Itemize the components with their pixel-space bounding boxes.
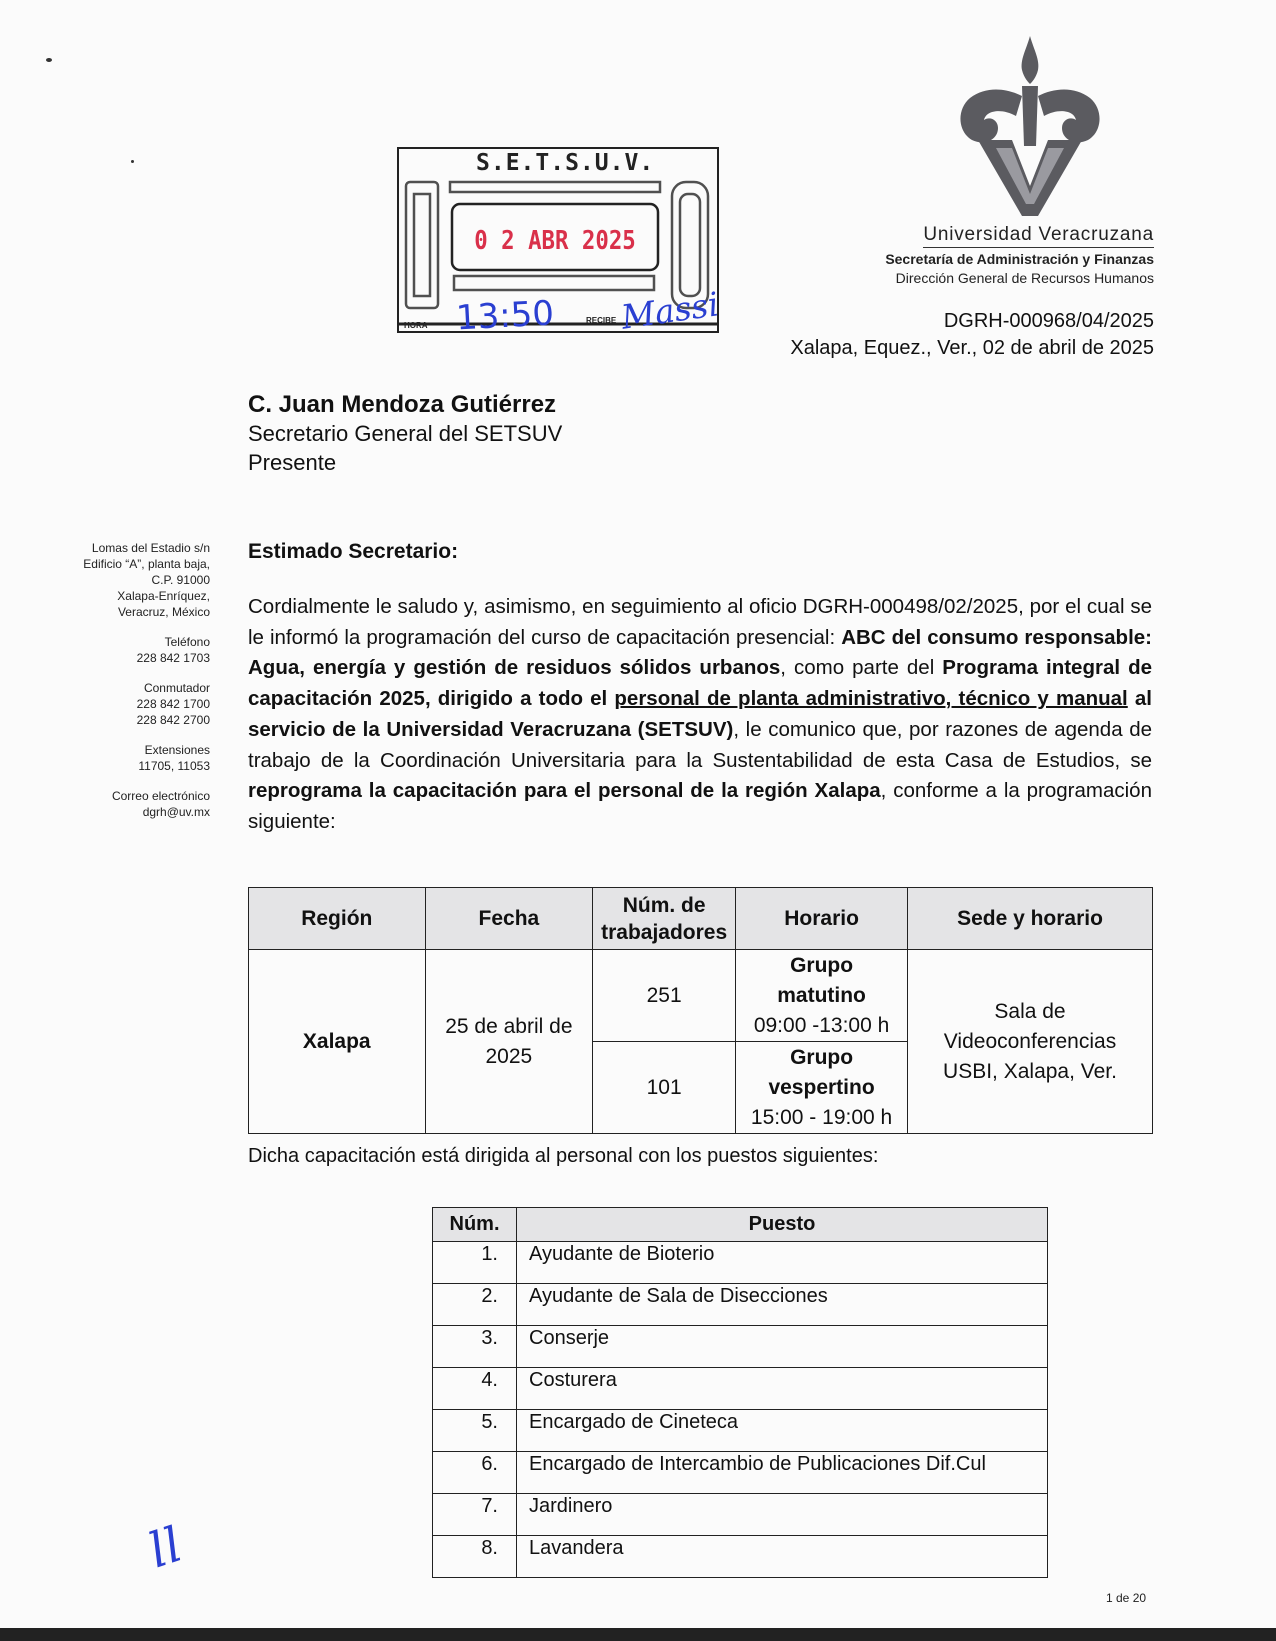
- contact-switchboard: [40, 680, 210, 728]
- table-row: [433, 1326, 1048, 1368]
- table-row: [433, 1536, 1048, 1578]
- university-name: Universidad Veracruzana: [923, 224, 1154, 248]
- extensions-value: 11705, 11053: [138, 759, 210, 773]
- para-text: , conforme a la programación siguiente:: [248, 779, 1152, 833]
- group-time: 09:00 -13:00 h: [753, 1013, 890, 1037]
- address-line: C.P. 91000: [151, 573, 210, 587]
- row-position: Ayudante de Sala de Disecciones: [517, 1284, 1048, 1326]
- positions-table: [432, 1207, 1048, 1578]
- header-date: Fecha: [425, 888, 593, 950]
- university-setsuv: al servicio de la Universidad Veracruzana (SETSUV): [248, 687, 1153, 741]
- schedule-table: [248, 887, 1153, 1134]
- region-cell: Xalapa: [249, 950, 426, 1134]
- para-text: , le comunico que, por razones de agenda de trabajo de la Coordinación Universitaria para la Sustentabilidad de esta Casa de Estudios, se: [248, 717, 1153, 772]
- row-position: Ayudante de Bioterio: [517, 1242, 1048, 1284]
- stamp-title: S.E.T.S.U.V.: [476, 150, 655, 176]
- document-reference: DGRH-000968/04/2025: [943, 310, 1154, 332]
- extensions-label: Extensiones: [144, 743, 210, 757]
- body-paragraph: [248, 592, 1152, 838]
- row-position: Encargado de Cineteca: [517, 1410, 1048, 1452]
- row-num: 6.: [433, 1452, 517, 1494]
- para-text: Cordialmente le saludo y, asimismo, en seguimiento al oficio DGRH-000498/02/2025, por el cual se le informó la programación del curso de capacitación presencial:: [248, 595, 1152, 649]
- row-num: 1.: [433, 1242, 517, 1284]
- row-num: 4.: [433, 1368, 517, 1410]
- stamp-date: 0 2 ABR 2025: [474, 226, 636, 256]
- contact-extensions: [40, 742, 210, 774]
- table-row: [433, 1452, 1048, 1494]
- secretariat-name: Secretaría de Administración y Finanzas: [885, 251, 1154, 267]
- header-num: Núm.: [433, 1208, 517, 1242]
- header-position: Puesto: [517, 1208, 1048, 1242]
- time-cell: [736, 1042, 908, 1134]
- schedule-header-row: [249, 888, 1153, 950]
- address-line: Veracruz, México: [117, 605, 210, 619]
- email-label: Correo electrónico: [111, 789, 210, 803]
- row-num: 8.: [433, 1536, 517, 1578]
- addressee-title: Secretario General del SETSUV: [248, 421, 563, 446]
- positions-header-row: [433, 1208, 1048, 1242]
- table-row: [433, 1494, 1048, 1536]
- row-position: Costurera: [517, 1368, 1048, 1410]
- address-line: Lomas del Estadio s/n: [91, 541, 210, 555]
- staff-type: personal de planta administrativo, técnico y manual: [614, 687, 1128, 711]
- address-line: Xalapa-Enríquez,: [117, 589, 210, 603]
- program-name: Programa integral de capacitación 2025, dirigido a todo el: [248, 656, 1152, 711]
- contact-email: [40, 788, 210, 820]
- reschedule-note: reprograma la capacitación para el personal de la región Xalapa: [248, 779, 881, 803]
- direction-name: Dirección General de Recursos Humanos: [895, 270, 1154, 286]
- university-logo-icon: [956, 36, 1104, 216]
- group-name: Grupo vespertino: [768, 1045, 875, 1099]
- phone-number: 228 842 1703: [136, 651, 210, 665]
- scan-speck: [46, 58, 52, 62]
- workers-cell: 101: [593, 1042, 736, 1134]
- workers-cell: 251: [593, 950, 736, 1042]
- schedule-row: [249, 950, 1153, 1042]
- row-position: Jardinero: [517, 1494, 1048, 1536]
- table-row: [433, 1242, 1048, 1284]
- time-cell: [736, 950, 908, 1042]
- address-line: Edificio “A”, planta baja,: [83, 557, 210, 571]
- stamp-hora-handwritten: 13:50: [455, 293, 555, 339]
- date-cell: 25 de abril de 2025: [425, 950, 593, 1134]
- greeting: Estimado Secretario:: [248, 540, 459, 563]
- group-time: 15:00 - 19:00 h: [750, 1105, 893, 1129]
- row-position: Lavandera: [517, 1536, 1048, 1578]
- page-number: 1 de 20: [1106, 1591, 1147, 1605]
- scan-speck: [131, 160, 134, 163]
- contact-address: [40, 540, 210, 620]
- header-venue: Sede y horario: [908, 888, 1153, 950]
- scan-edge-bar: [0, 1628, 1276, 1641]
- group-name: Grupo matutino: [777, 953, 866, 1007]
- handwritten-initials: ll: [142, 1516, 189, 1580]
- switchboard-number: 228 842 1700: [136, 697, 210, 711]
- switchboard-number: 228 842 2700: [136, 713, 210, 727]
- header-region: Región: [249, 888, 426, 950]
- phone-label: Teléfono: [164, 635, 210, 649]
- email-link[interactable]: dgrh@uv.mx: [142, 805, 210, 819]
- place-date: Xalapa, Equez., Ver., 02 de abril de 2025: [790, 337, 1154, 359]
- row-position: Conserje: [517, 1326, 1048, 1368]
- para-text: , como parte del: [780, 656, 943, 680]
- row-num: 5.: [433, 1410, 517, 1452]
- stamp-signature: Massi: [618, 284, 722, 337]
- venue-cell: Sala de Videoconferencias USBI, Xalapa, Ver.: [908, 950, 1153, 1134]
- addressee-presente: Presente: [248, 450, 337, 475]
- positions-intro: Dicha capacitación está dirigida al personal con los puestos siguientes:: [248, 1145, 879, 1167]
- header-schedule: Horario: [736, 888, 908, 950]
- course-name: ABC del consumo responsable: Agua, energía y gestión de residuos sólidos urbanos: [248, 625, 1152, 680]
- table-row: [433, 1410, 1048, 1452]
- addressee-name: C. Juan Mendoza Gutiérrez: [248, 391, 557, 418]
- contact-phone: [40, 634, 210, 666]
- table-row: [433, 1284, 1048, 1326]
- contact-sidebar: [40, 540, 210, 834]
- row-num: 3.: [433, 1326, 517, 1368]
- switchboard-label: Conmutador: [143, 681, 210, 695]
- row-num: 7.: [433, 1494, 517, 1536]
- row-num: 2.: [433, 1284, 517, 1326]
- header-workers: Núm. de trabajadores: [593, 888, 736, 950]
- received-stamp: [396, 146, 722, 339]
- stamp-recibe-label: RECIBE: [586, 316, 617, 325]
- stamp-hora-label: HORA: [404, 321, 428, 330]
- table-row: [433, 1368, 1048, 1410]
- row-position: Encargado de Intercambio de Publicaciones Dif.Cul: [517, 1452, 1048, 1494]
